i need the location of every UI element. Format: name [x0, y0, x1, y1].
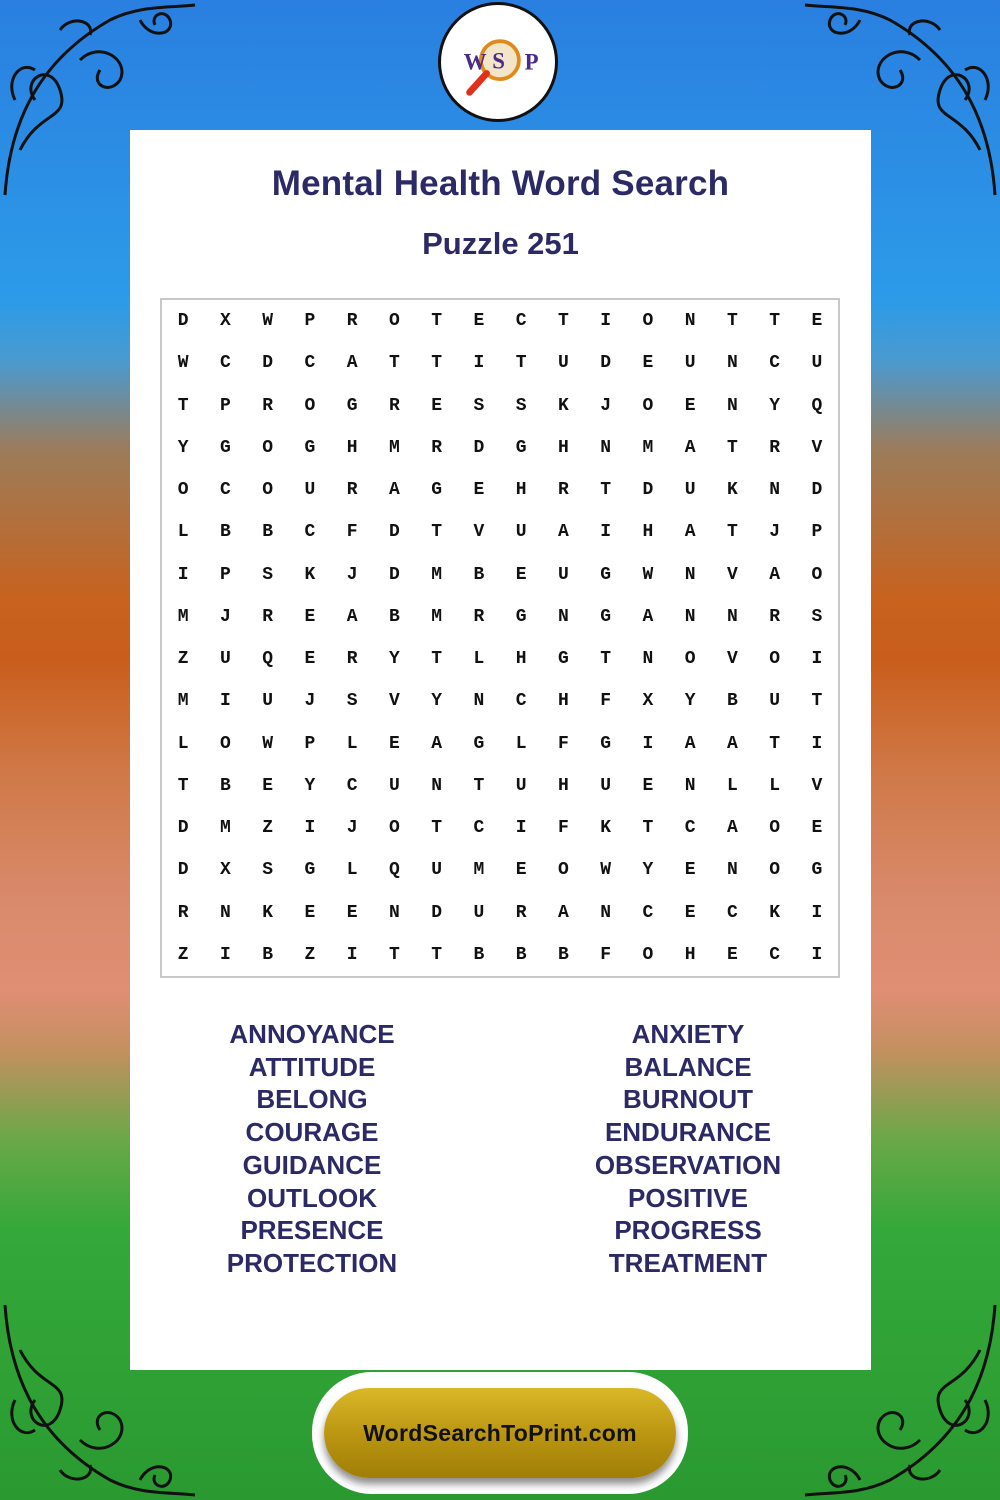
grid-cell: E	[642, 353, 654, 374]
grid-cell: R	[557, 480, 569, 501]
grid-cell: I	[304, 818, 316, 839]
word-list-item: GUIDANCE	[242, 1149, 382, 1180]
word-list-item: PROTECTION	[226, 1247, 398, 1278]
grid-cell: K	[769, 902, 781, 923]
grid-cell: D	[473, 437, 485, 458]
grid-cell: Z	[304, 944, 316, 965]
grid-cell: U	[769, 691, 781, 712]
grid-cell: Z	[262, 818, 274, 839]
grid-cell: U	[557, 353, 569, 374]
word-list-item: COURAGE	[245, 1117, 379, 1148]
grid-cell: Y	[684, 691, 696, 712]
grid-cell: E	[473, 311, 485, 332]
grid-cell: D	[262, 353, 274, 374]
grid-cell: C	[684, 818, 696, 839]
grid-cell: X	[642, 691, 654, 712]
grid-cell: E	[473, 480, 485, 501]
grid-cell: T	[769, 733, 781, 754]
grid-cell: P	[219, 564, 231, 585]
grid-cell: U	[219, 649, 231, 670]
grid-cell: R	[473, 606, 485, 627]
grid-cell: T	[515, 353, 527, 374]
grid-cell: M	[177, 691, 189, 712]
grid-cell: T	[177, 775, 189, 796]
grid-cell: H	[684, 944, 696, 965]
grid-cell: R	[431, 437, 443, 458]
grid-cell: N	[642, 649, 654, 670]
grid-cell: T	[431, 649, 443, 670]
grid-cell: C	[726, 902, 738, 923]
grid-cell: A	[684, 733, 696, 754]
grid-cell: V	[811, 437, 823, 458]
grid-cell: N	[219, 902, 231, 923]
grid-cell: R	[177, 902, 189, 923]
wsp-logo	[438, 2, 558, 122]
grid-cell: L	[769, 775, 781, 796]
grid-cell: T	[726, 311, 738, 332]
grid-cell: C	[219, 480, 231, 501]
grid-cell: T	[600, 649, 612, 670]
grid-cell: K	[304, 564, 316, 585]
grid-cell: L	[515, 733, 527, 754]
grid-cell: H	[642, 522, 654, 543]
website-link-button[interactable]: WordSearchToPrint.com	[324, 1388, 676, 1478]
grid-cell: N	[726, 860, 738, 881]
grid-cell: N	[684, 775, 696, 796]
grid-cell: A	[684, 437, 696, 458]
grid-cell: N	[600, 902, 612, 923]
grid-cell: T	[642, 818, 654, 839]
grid-cell: E	[684, 902, 696, 923]
grid-cell: O	[642, 311, 654, 332]
grid-cell: F	[557, 818, 569, 839]
grid-cell: C	[515, 691, 527, 712]
grid-cell: Y	[388, 649, 400, 670]
grid-cell: Y	[304, 775, 316, 796]
grid-cell: V	[388, 691, 400, 712]
grid-cell: M	[219, 818, 231, 839]
grid-cell: Y	[769, 395, 781, 416]
grid-cell: B	[473, 564, 485, 585]
grid-cell: U	[515, 522, 527, 543]
grid-cell: F	[600, 944, 612, 965]
grid-cell: U	[557, 564, 569, 585]
grid-cell: N	[388, 902, 400, 923]
grid-cell: E	[262, 775, 274, 796]
word-list-item: PRESENCE	[240, 1215, 384, 1246]
grid-cell: E	[515, 860, 527, 881]
grid-cell: V	[811, 775, 823, 796]
grid-cell: A	[642, 606, 654, 627]
grid-cell: J	[219, 606, 231, 627]
grid-cell: A	[388, 480, 400, 501]
grid-cell: M	[388, 437, 400, 458]
grid-cell: S	[262, 564, 274, 585]
grid-cell: A	[431, 733, 443, 754]
grid-cell: E	[684, 860, 696, 881]
grid-cell: G	[515, 437, 527, 458]
grid-cell: I	[642, 733, 654, 754]
grid-cell: P	[304, 733, 316, 754]
grid-cell: S	[262, 860, 274, 881]
grid-cell: U	[262, 691, 274, 712]
grid-cell: S	[811, 606, 823, 627]
grid-cell: O	[769, 818, 781, 839]
grid-cell: S	[346, 691, 358, 712]
grid-cell: E	[642, 775, 654, 796]
word-list-item: OBSERVATION	[594, 1149, 782, 1180]
grid-cell: L	[177, 733, 189, 754]
grid-cell: O	[642, 944, 654, 965]
grid-cell: X	[219, 860, 231, 881]
grid-cell: I	[811, 944, 823, 965]
grid-cell: E	[515, 564, 527, 585]
grid-cell: U	[304, 480, 316, 501]
grid-cell: Q	[811, 395, 823, 416]
grid-cell: T	[600, 480, 612, 501]
grid-cell: T	[431, 944, 443, 965]
word-list-item: ENDURANCE	[604, 1117, 772, 1148]
grid-cell: I	[473, 353, 485, 374]
grid-cell: D	[388, 564, 400, 585]
grid-cell: R	[262, 606, 274, 627]
grid-cell: T	[431, 818, 443, 839]
puzzle-card	[130, 130, 871, 1370]
word-list-item: ATTITUDE	[248, 1051, 376, 1082]
grid-cell: O	[811, 564, 823, 585]
grid-cell: U	[431, 860, 443, 881]
grid-cell: H	[557, 437, 569, 458]
grid-cell: U	[811, 353, 823, 374]
grid-cell: C	[346, 775, 358, 796]
puzzle-number: Puzzle 251	[422, 226, 579, 261]
grid-cell: M	[642, 437, 654, 458]
grid-cell: C	[642, 902, 654, 923]
grid-cell: W	[600, 860, 612, 881]
grid-cell: D	[642, 480, 654, 501]
grid-cell: R	[388, 395, 400, 416]
grid-cell: G	[515, 606, 527, 627]
grid-cell: T	[431, 522, 443, 543]
grid-cell: M	[431, 564, 443, 585]
grid-cell: C	[515, 311, 527, 332]
grid-cell: V	[473, 522, 485, 543]
word-list-right	[538, 1018, 838, 1280]
grid-cell: D	[811, 480, 823, 501]
grid-cell: H	[346, 437, 358, 458]
grid-cell: M	[177, 606, 189, 627]
grid-cell: B	[473, 944, 485, 965]
grid-cell: O	[642, 395, 654, 416]
grid-cell: N	[684, 564, 696, 585]
grid-cell: N	[726, 353, 738, 374]
grid-cell: D	[177, 818, 189, 839]
word-list-item: BALANCE	[624, 1051, 752, 1082]
grid-cell: A	[346, 353, 358, 374]
grid-cell: N	[431, 775, 443, 796]
grid-cell: Y	[177, 437, 189, 458]
grid-cell: L	[473, 649, 485, 670]
grid-cell: D	[600, 353, 612, 374]
grid-cell: O	[262, 480, 274, 501]
letter-grid	[160, 298, 840, 978]
grid-cell: I	[346, 944, 358, 965]
word-list-item: BURNOUT	[623, 1084, 753, 1115]
grid-cell: H	[515, 649, 527, 670]
grid-cell: E	[304, 606, 316, 627]
page-title: Mental Health Word Search	[271, 164, 730, 203]
grid-cell: O	[262, 437, 274, 458]
grid-cell: O	[388, 311, 400, 332]
logo-letter-p: P	[524, 49, 539, 75]
grid-cell: U	[600, 775, 612, 796]
word-list-item: BELONG	[256, 1084, 368, 1115]
grid-cell: B	[262, 944, 274, 965]
grid-cell: W	[262, 733, 274, 754]
grid-cell: D	[177, 860, 189, 881]
grid-cell: C	[304, 522, 316, 543]
grid-cell: B	[726, 691, 738, 712]
grid-cell: K	[262, 902, 274, 923]
grid-cell: I	[811, 902, 823, 923]
word-list-item: ANXIETY	[631, 1019, 745, 1049]
grid-cell: T	[769, 311, 781, 332]
grid-cell: P	[811, 522, 823, 543]
grid-cell: E	[304, 649, 316, 670]
grid-cell: N	[684, 311, 696, 332]
grid-cell: E	[684, 395, 696, 416]
grid-cell: H	[557, 691, 569, 712]
grid-cell: B	[219, 522, 231, 543]
grid-cell: N	[473, 691, 485, 712]
logo-letter-w: W	[463, 49, 487, 75]
grid-cell: W	[642, 564, 654, 585]
grid-cell: R	[346, 649, 358, 670]
grid-cell: S	[473, 395, 485, 416]
grid-cell: I	[811, 733, 823, 754]
grid-cell: T	[177, 395, 189, 416]
grid-cell: Q	[388, 860, 400, 881]
grid-cell: E	[811, 311, 823, 332]
grid-cell: W	[177, 353, 189, 374]
grid-cell: N	[600, 437, 612, 458]
grid-cell: M	[431, 606, 443, 627]
grid-cell: E	[304, 902, 316, 923]
grid-cell: E	[726, 944, 738, 965]
grid-cell: F	[346, 522, 358, 543]
grid-cell: N	[769, 480, 781, 501]
grid-cell: B	[557, 944, 569, 965]
grid-cell: E	[388, 733, 400, 754]
grid-cell: R	[262, 395, 274, 416]
grid-cell: G	[431, 480, 443, 501]
grid-cell: R	[769, 606, 781, 627]
grid-cell: F	[557, 733, 569, 754]
grid-cell: A	[557, 522, 569, 543]
grid-cell: T	[431, 353, 443, 374]
word-list-item: ANNOYANCE	[229, 1019, 395, 1049]
grid-cell: O	[557, 860, 569, 881]
grid-cell: I	[515, 818, 527, 839]
word-list-item: POSITIVE	[628, 1182, 748, 1213]
grid-cell: O	[388, 818, 400, 839]
grid-cell: V	[726, 564, 738, 585]
grid-cell: Z	[177, 649, 189, 670]
grid-cell: A	[726, 733, 738, 754]
grid-cell: G	[811, 860, 823, 881]
grid-cell: H	[557, 775, 569, 796]
grid-cell: J	[304, 691, 316, 712]
grid-cell: A	[726, 818, 738, 839]
grid-cell: F	[600, 691, 612, 712]
grid-cell: M	[473, 860, 485, 881]
grid-cell: Z	[177, 944, 189, 965]
grid-cell: T	[431, 311, 443, 332]
grid-cell: K	[557, 395, 569, 416]
grid-cell: R	[769, 437, 781, 458]
grid-cell: I	[219, 944, 231, 965]
grid-cell: B	[515, 944, 527, 965]
grid-cell: K	[726, 480, 738, 501]
word-list-item: TREATMENT	[608, 1247, 768, 1278]
grid-cell: A	[769, 564, 781, 585]
grid-cell: C	[304, 353, 316, 374]
grid-cell: C	[769, 944, 781, 965]
grid-cell: B	[262, 522, 274, 543]
grid-cell: T	[726, 522, 738, 543]
grid-cell: L	[177, 522, 189, 543]
grid-cell: O	[177, 480, 189, 501]
grid-cell: G	[473, 733, 485, 754]
grid-cell: N	[557, 606, 569, 627]
grid-cell: I	[219, 691, 231, 712]
word-list-left	[162, 1018, 462, 1280]
grid-cell: T	[811, 691, 823, 712]
grid-cell: G	[600, 564, 612, 585]
grid-cell: T	[388, 353, 400, 374]
grid-cell: Y	[642, 860, 654, 881]
grid-cell: I	[600, 311, 612, 332]
grid-cell: X	[219, 311, 231, 332]
grid-cell: Q	[262, 649, 274, 670]
grid-cell: L	[346, 733, 358, 754]
grid-cell: G	[557, 649, 569, 670]
grid-cell: C	[219, 353, 231, 374]
grid-cell: T	[726, 437, 738, 458]
word-list-item: PROGRESS	[614, 1215, 762, 1246]
grid-cell: E	[811, 818, 823, 839]
grid-cell: J	[600, 395, 612, 416]
grid-cell: G	[219, 437, 231, 458]
grid-cell: R	[346, 311, 358, 332]
grid-cell: O	[684, 649, 696, 670]
grid-cell: N	[684, 606, 696, 627]
logo-letter-s: S	[492, 48, 505, 74]
grid-cell: I	[811, 649, 823, 670]
grid-cell: O	[219, 733, 231, 754]
grid-cell: T	[557, 311, 569, 332]
grid-cell: G	[600, 733, 612, 754]
grid-cell: N	[726, 606, 738, 627]
grid-cell: U	[388, 775, 400, 796]
grid-cell: S	[515, 395, 527, 416]
grid-cell: J	[346, 564, 358, 585]
grid-cell: H	[515, 480, 527, 501]
grid-cell: G	[600, 606, 612, 627]
word-list-item: OUTLOOK	[247, 1182, 377, 1213]
grid-cell: U	[684, 353, 696, 374]
grid-cell: A	[557, 902, 569, 923]
grid-cell: I	[177, 564, 189, 585]
grid-cell: E	[431, 395, 443, 416]
grid-cell: R	[346, 480, 358, 501]
grid-cell: P	[304, 311, 316, 332]
grid-cell: L	[346, 860, 358, 881]
grid-cell: J	[769, 522, 781, 543]
grid-cell: J	[346, 818, 358, 839]
grid-cell: D	[431, 902, 443, 923]
grid-cell: A	[684, 522, 696, 543]
grid-cell: G	[304, 437, 316, 458]
grid-cell: K	[600, 818, 612, 839]
grid-cell: U	[515, 775, 527, 796]
grid-cell: O	[304, 395, 316, 416]
grid-cell: P	[219, 395, 231, 416]
grid-cell: C	[769, 353, 781, 374]
grid-cell: W	[262, 311, 274, 332]
grid-cell: E	[346, 902, 358, 923]
grid-cell: Y	[431, 691, 443, 712]
grid-cell: I	[600, 522, 612, 543]
grid-cell: L	[726, 775, 738, 796]
grid-cell: R	[515, 902, 527, 923]
grid-cell: U	[684, 480, 696, 501]
grid-cell: T	[388, 944, 400, 965]
grid-cell: T	[473, 775, 485, 796]
grid-cell: C	[473, 818, 485, 839]
grid-cell: A	[346, 606, 358, 627]
grid-cell: V	[726, 649, 738, 670]
grid-cell: O	[769, 860, 781, 881]
grid-cell: N	[726, 395, 738, 416]
grid-cell: B	[388, 606, 400, 627]
grid-cell: O	[769, 649, 781, 670]
grid-cell: D	[388, 522, 400, 543]
grid-cell: G	[304, 860, 316, 881]
grid-cell: G	[346, 395, 358, 416]
grid-cell: D	[177, 311, 189, 332]
grid-cell: U	[473, 902, 485, 923]
grid-cell: B	[219, 775, 231, 796]
